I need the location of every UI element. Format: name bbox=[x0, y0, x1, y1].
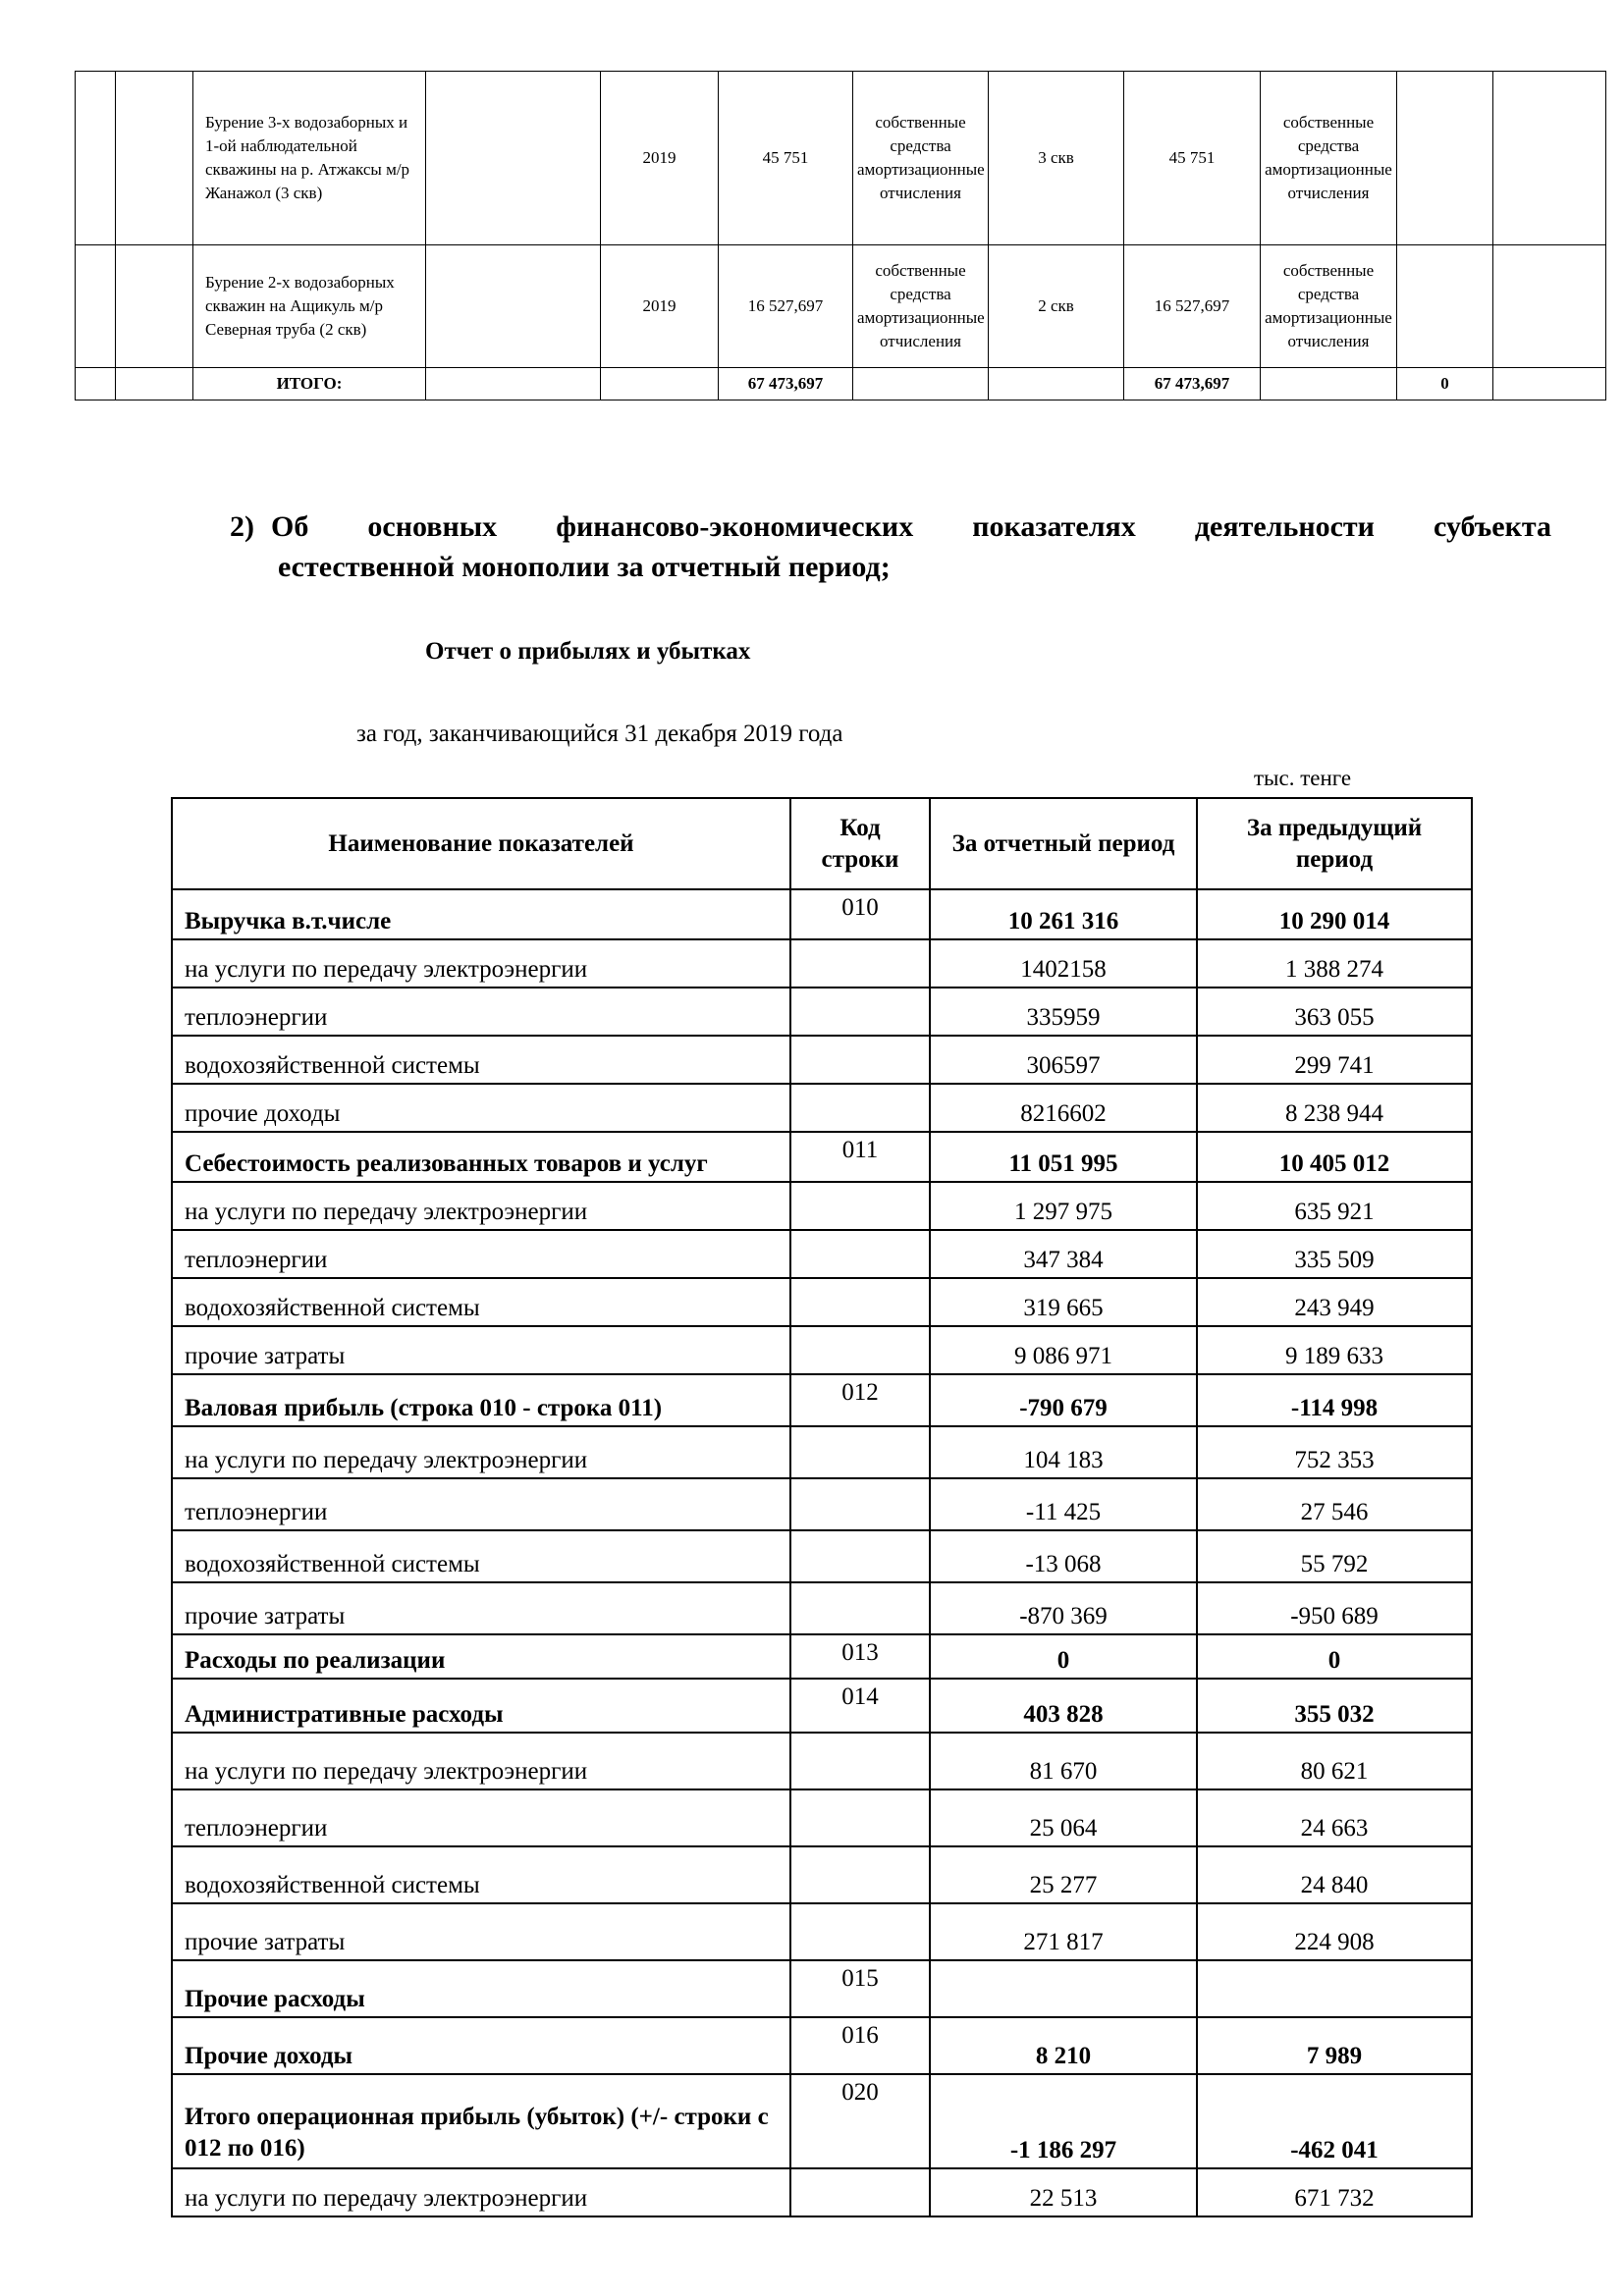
header-code: Код строки bbox=[790, 798, 930, 889]
row-name: Административные расходы bbox=[172, 1679, 790, 1733]
row-previous-period: 355 032 bbox=[1197, 1679, 1472, 1733]
row-deviation bbox=[1397, 72, 1493, 245]
row-current-period: 347 384 bbox=[930, 1230, 1197, 1278]
row-code bbox=[790, 1903, 930, 1960]
table-row bbox=[172, 1789, 1472, 1846]
row-code bbox=[790, 1230, 930, 1278]
row-code: 012 bbox=[790, 1374, 930, 1426]
row-previous-period: 55 792 bbox=[1197, 1530, 1472, 1582]
row-name: водохозяйственной системы bbox=[172, 1278, 790, 1326]
row-current-period: 9 086 971 bbox=[930, 1326, 1197, 1374]
table-row bbox=[172, 2074, 1472, 2168]
row-current-period: 81 670 bbox=[930, 1733, 1197, 1789]
table-row bbox=[172, 1230, 1472, 1278]
row-current-period: 403 828 bbox=[930, 1679, 1197, 1733]
row-code: 020 bbox=[790, 2074, 930, 2168]
table-row bbox=[172, 1426, 1472, 1478]
row-quantity: 2 скв bbox=[989, 245, 1124, 368]
table-row bbox=[172, 1582, 1472, 1634]
row-code bbox=[790, 2168, 930, 2216]
table-row bbox=[172, 1846, 1472, 1903]
row-deviation bbox=[1397, 245, 1493, 368]
row-amount-actual: 16 527,697 bbox=[1124, 245, 1261, 368]
row-current-period: -13 068 bbox=[930, 1530, 1197, 1582]
table-row bbox=[172, 2017, 1472, 2074]
table-row bbox=[172, 1374, 1472, 1426]
row-current-period: 25 064 bbox=[930, 1789, 1197, 1846]
row-previous-period: 80 621 bbox=[1197, 1733, 1472, 1789]
table-row bbox=[76, 245, 1606, 368]
row-name: на услуги по передачу электроэнергии bbox=[172, 1426, 790, 1478]
row-previous-period: 10 290 014 bbox=[1197, 889, 1472, 939]
row-name: прочие доходы bbox=[172, 1084, 790, 1132]
row-current-period: 319 665 bbox=[930, 1278, 1197, 1326]
table-row bbox=[172, 1278, 1472, 1326]
row-current-period: 8216602 bbox=[930, 1084, 1197, 1132]
row-previous-period: 9 189 633 bbox=[1197, 1326, 1472, 1374]
row-code: 011 bbox=[790, 1132, 930, 1182]
section-heading-line1 bbox=[271, 510, 1551, 544]
row-previous-period: 635 921 bbox=[1197, 1182, 1472, 1230]
row-code bbox=[790, 1182, 930, 1230]
row-name: водохозяйственной системы bbox=[172, 1846, 790, 1903]
row-amount-actual: 45 751 bbox=[1124, 72, 1261, 245]
row-year: 2019 bbox=[601, 245, 719, 368]
row-code bbox=[790, 1789, 930, 1846]
row-previous-period: 335 509 bbox=[1197, 1230, 1472, 1278]
row-current-period: 8 210 bbox=[930, 2017, 1197, 2074]
report-period: за год, заканчивающийся 31 декабря 2019 года bbox=[356, 721, 843, 747]
row-current-period: 271 817 bbox=[930, 1903, 1197, 1960]
profit-loss-table bbox=[171, 797, 1473, 2217]
row-previous-period: 671 732 bbox=[1197, 2168, 1472, 2216]
section-heading-text: Об основных финансово-экономических показателях деятельности субъекта bbox=[271, 510, 1551, 543]
row-current-period: -790 679 bbox=[930, 1374, 1197, 1426]
row-current-period: 104 183 bbox=[930, 1426, 1197, 1478]
row-name: водохозяйственной системы bbox=[172, 1530, 790, 1582]
row-code: 014 bbox=[790, 1679, 930, 1733]
row-code bbox=[790, 1846, 930, 1903]
row-previous-period: -950 689 bbox=[1197, 1582, 1472, 1634]
report-title: Отчет о прибылях и убытках bbox=[425, 638, 751, 665]
row-amount: 16 527,697 bbox=[719, 245, 853, 368]
table-row bbox=[172, 1960, 1472, 2017]
row-previous-period: 24 840 bbox=[1197, 1846, 1472, 1903]
profit-loss-body bbox=[172, 889, 1472, 2216]
table-row bbox=[172, 1733, 1472, 1789]
row-current-period: 335959 bbox=[930, 988, 1197, 1036]
row-previous-period: 243 949 bbox=[1197, 1278, 1472, 1326]
row-name: на услуги по передачу электроэнергии bbox=[172, 1182, 790, 1230]
row-previous-period: -114 998 bbox=[1197, 1374, 1472, 1426]
row-code bbox=[790, 1733, 930, 1789]
row-code bbox=[790, 939, 930, 988]
table-row bbox=[76, 72, 1606, 245]
row-code bbox=[790, 1036, 930, 1084]
row-code: 015 bbox=[790, 1960, 930, 2017]
row-name: прочие затраты bbox=[172, 1582, 790, 1634]
row-previous-period: 224 908 bbox=[1197, 1903, 1472, 1960]
row-previous-period: 363 055 bbox=[1197, 988, 1472, 1036]
row-code bbox=[790, 1582, 930, 1634]
row-code bbox=[790, 1478, 930, 1530]
row-name: Выручка в.т.числе bbox=[172, 889, 790, 939]
table-row bbox=[172, 1182, 1472, 1230]
row-code bbox=[790, 1326, 930, 1374]
row-description: Бурение 2-х водозаборных скважин на Ащикуль м/р Северная труба (2 скв) bbox=[193, 245, 426, 368]
row-name: Прочие расходы bbox=[172, 1960, 790, 2017]
row-current-period: 11 051 995 bbox=[930, 1132, 1197, 1182]
total-deviation: 0 bbox=[1397, 368, 1493, 400]
total-amount-actual: 67 473,697 bbox=[1124, 368, 1261, 400]
row-previous-period: 299 741 bbox=[1197, 1036, 1472, 1084]
row-current-period: 25 277 bbox=[930, 1846, 1197, 1903]
row-name: на услуги по передачу электроэнергии bbox=[172, 939, 790, 988]
row-previous-period bbox=[1197, 1960, 1472, 2017]
row-code bbox=[790, 1530, 930, 1582]
row-funding-source: собственные средства амортизационные отчисления bbox=[853, 245, 989, 368]
table-row bbox=[172, 1326, 1472, 1374]
table-row bbox=[172, 1084, 1472, 1132]
total-label: ИТОГО: bbox=[193, 368, 426, 400]
row-name: Валовая прибыль (строка 010 - строка 011) bbox=[172, 1374, 790, 1426]
section-number: 2) bbox=[230, 510, 254, 543]
row-name: Себестоимость реализованных товаров и услуг bbox=[172, 1132, 790, 1182]
row-previous-period: 24 663 bbox=[1197, 1789, 1472, 1846]
row-name: на услуги по передачу электроэнергии bbox=[172, 2168, 790, 2216]
row-current-period: 1 297 975 bbox=[930, 1182, 1197, 1230]
row-current-period: -11 425 bbox=[930, 1478, 1197, 1530]
row-current-period: 306597 bbox=[930, 1036, 1197, 1084]
header-previous-period: За предыдущий период bbox=[1197, 798, 1472, 889]
table-row bbox=[172, 939, 1472, 988]
row-previous-period: 0 bbox=[1197, 1634, 1472, 1679]
section-heading-line2: естественной монополии за отчетный период; bbox=[278, 551, 891, 583]
total-row bbox=[76, 368, 1606, 400]
total-amount: 67 473,697 bbox=[719, 368, 853, 400]
row-current-period: 22 513 bbox=[930, 2168, 1197, 2216]
row-previous-period: 752 353 bbox=[1197, 1426, 1472, 1478]
row-code bbox=[790, 1084, 930, 1132]
row-previous-period: 8 238 944 bbox=[1197, 1084, 1472, 1132]
row-current-period: 10 261 316 bbox=[930, 889, 1197, 939]
row-name: прочие затраты bbox=[172, 1903, 790, 1960]
table-row bbox=[172, 1679, 1472, 1733]
row-name: Итого операционная прибыль (убыток) (+/- строки с 012 по 016) bbox=[172, 2074, 790, 2168]
row-name: теплоэнергии bbox=[172, 1789, 790, 1846]
row-quantity: 3 скв bbox=[989, 72, 1124, 245]
row-funding-source-actual: собственные средства амортизационные отчисления bbox=[1261, 72, 1397, 245]
row-code bbox=[790, 1278, 930, 1326]
row-current-period: -1 186 297 bbox=[930, 2074, 1197, 2168]
row-current-period: 0 bbox=[930, 1634, 1197, 1679]
row-funding-source-actual: собственные средства амортизационные отчисления bbox=[1261, 245, 1397, 368]
table-row bbox=[172, 1478, 1472, 1530]
table-row bbox=[172, 1132, 1472, 1182]
row-name: прочие затраты bbox=[172, 1326, 790, 1374]
row-name: водохозяйственной системы bbox=[172, 1036, 790, 1084]
row-previous-period: 27 546 bbox=[1197, 1478, 1472, 1530]
row-code: 010 bbox=[790, 889, 930, 939]
row-description: Бурение 3-х водозаборных и 1-ой наблюдательной скважины на р. Атжаксы м/р Жанажол (3 скв) bbox=[193, 72, 426, 245]
row-year: 2019 bbox=[601, 72, 719, 245]
table-row bbox=[172, 1903, 1472, 1960]
row-previous-period: 10 405 012 bbox=[1197, 1132, 1472, 1182]
row-previous-period: 1 388 274 bbox=[1197, 939, 1472, 988]
table-row bbox=[172, 889, 1472, 939]
row-current-period: 1402158 bbox=[930, 939, 1197, 988]
row-name: на услуги по передачу электроэнергии bbox=[172, 1733, 790, 1789]
row-code: 016 bbox=[790, 2017, 930, 2074]
row-current-period bbox=[930, 1960, 1197, 2017]
row-code bbox=[790, 1426, 930, 1478]
row-name: Прочие доходы bbox=[172, 2017, 790, 2074]
table-row bbox=[172, 2168, 1472, 2216]
table-row bbox=[172, 1036, 1472, 1084]
row-previous-period: 7 989 bbox=[1197, 2017, 1472, 2074]
row-name: теплоэнергии bbox=[172, 988, 790, 1036]
row-current-period: -870 369 bbox=[930, 1582, 1197, 1634]
row-funding-source: собственные средства амортизационные отчисления bbox=[853, 72, 989, 245]
row-amount: 45 751 bbox=[719, 72, 853, 245]
row-code bbox=[790, 988, 930, 1036]
row-name: Расходы по реализации bbox=[172, 1634, 790, 1679]
row-previous-period: -462 041 bbox=[1197, 2074, 1472, 2168]
table-row bbox=[172, 988, 1472, 1036]
row-name: теплоэнергии bbox=[172, 1230, 790, 1278]
header-name: Наименование показателей bbox=[172, 798, 790, 889]
table-header-row bbox=[172, 798, 1472, 889]
row-code: 013 bbox=[790, 1634, 930, 1679]
table-row bbox=[172, 1530, 1472, 1582]
table-row bbox=[172, 1634, 1472, 1679]
investment-program-table bbox=[75, 71, 1606, 400]
row-name: теплоэнергии bbox=[172, 1478, 790, 1530]
report-units: тыс. тенге bbox=[1254, 766, 1352, 790]
header-current-period: За отчетный период bbox=[930, 798, 1197, 889]
